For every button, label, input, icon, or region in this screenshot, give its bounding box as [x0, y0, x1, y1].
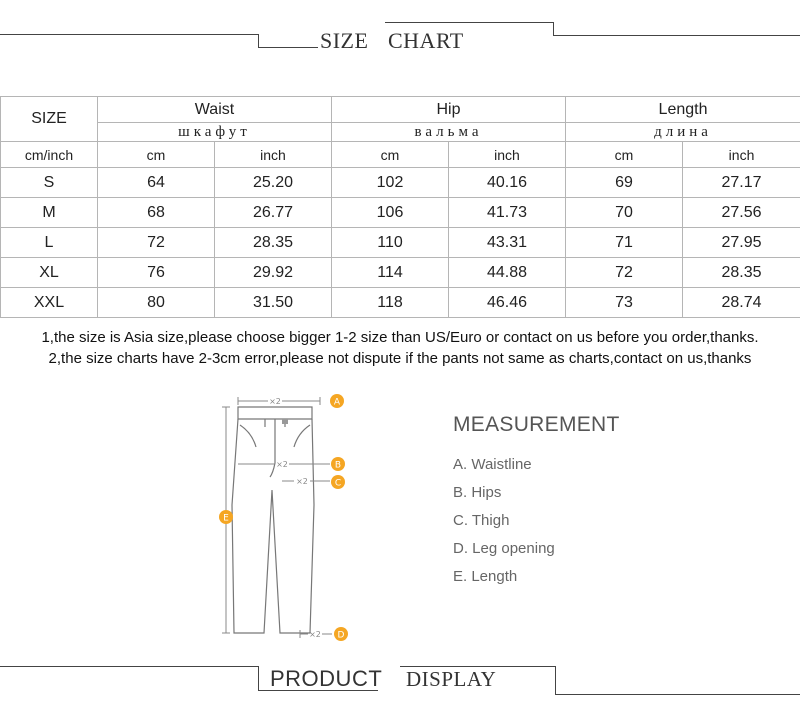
- group-hip-label: Hip: [332, 97, 566, 123]
- table-cell: 80: [98, 288, 215, 318]
- footer-line-right: [555, 694, 800, 695]
- size-chart-table: [0, 96, 800, 318]
- footer-line-left: [0, 666, 258, 667]
- table-cell: 72: [566, 258, 683, 288]
- table-cell: 27.56: [683, 198, 800, 228]
- group-waist-sublabel: шкафут: [98, 123, 332, 142]
- banner-line-right-drop: [553, 22, 554, 35]
- product-display-banner: [0, 662, 800, 702]
- table-cell: 29.92: [215, 258, 332, 288]
- unit-cell: inch: [215, 142, 332, 168]
- table-cell: 102: [332, 168, 449, 198]
- table-units-row: [1, 142, 800, 168]
- marker-e-label: E: [223, 513, 229, 524]
- footer-title-left: PRODUCT: [270, 666, 383, 691]
- table-cell: 27.95: [683, 228, 800, 258]
- banner-line-left-bottom: [258, 47, 318, 48]
- size-header: SIZE: [1, 97, 98, 142]
- footer-line-left-drop: [258, 666, 259, 690]
- table-cell: 70: [566, 198, 683, 228]
- marker-a-label: A: [333, 397, 341, 408]
- pants-outline: [232, 407, 314, 633]
- measurement-item: D. Leg opening: [453, 540, 555, 557]
- table-cell: 69: [566, 168, 683, 198]
- table-cell: 25.20: [215, 168, 332, 198]
- table-cell: 31.50: [215, 288, 332, 318]
- table-cell: 71: [566, 228, 683, 258]
- table-cell: XXL: [1, 288, 98, 318]
- unit-cell: cm: [98, 142, 215, 168]
- unit-cell: inch: [449, 142, 566, 168]
- multiplier-label: ×2: [269, 397, 281, 406]
- multiplier-label: ×2: [276, 460, 288, 469]
- table-cell: 40.16: [449, 168, 566, 198]
- group-length-sublabel: длина: [566, 123, 800, 142]
- banner-line-left-drop: [258, 34, 259, 47]
- unit-cell: cm: [566, 142, 683, 168]
- table-row: [1, 258, 800, 288]
- table-subheader-row: [1, 123, 800, 142]
- group-hip-sublabel: вальма: [332, 123, 566, 142]
- table-cell: 27.17: [683, 168, 800, 198]
- note-line-2: 2,the size charts have 2-3cm error,please not dispute if the pants not same as charts,contact on us,thanks: [48, 350, 752, 367]
- marker-c-label: C: [334, 478, 342, 489]
- unit-cell: inch: [683, 142, 800, 168]
- footer-title-right: DISPLAY: [406, 667, 497, 691]
- banner-line-left: [0, 34, 258, 35]
- table-cell: 118: [332, 288, 449, 318]
- banner-title-right: CHART: [388, 28, 464, 53]
- table-cell: 28.74: [683, 288, 800, 318]
- marker-d-label: D: [337, 630, 345, 641]
- measurement-title: MEASUREMENT: [453, 413, 620, 436]
- banner-line-right-top: [385, 22, 553, 23]
- table-cell: 68: [98, 198, 215, 228]
- table-cell: 76: [98, 258, 215, 288]
- marker-b-label: B: [334, 460, 342, 471]
- banner-line-right: [553, 35, 800, 36]
- measurement-list: [453, 455, 555, 595]
- unit-cell: cm: [332, 142, 449, 168]
- banner-title-left: SIZE: [320, 28, 369, 53]
- table-cell: 106: [332, 198, 449, 228]
- measurement-item: B. Hips: [453, 484, 502, 501]
- table-row: [1, 198, 800, 228]
- table-cell: 28.35: [683, 258, 800, 288]
- marker-b-icon: [331, 457, 345, 471]
- table-row: [1, 288, 800, 318]
- table-row: [1, 168, 800, 198]
- unit-label: cm/inch: [1, 142, 98, 168]
- marker-a-icon: [330, 394, 344, 408]
- table-cell: S: [1, 168, 98, 198]
- table-cell: 43.31: [449, 228, 566, 258]
- table-cell: 73: [566, 288, 683, 318]
- group-waist-label: Waist: [98, 97, 332, 123]
- note-line-1: 1,the size is Asia size,please choose bigger 1-2 size than US/Euro or contact on us before you order,thanks.: [41, 329, 759, 346]
- table-header-row: [1, 97, 800, 123]
- table-cell: 114: [332, 258, 449, 288]
- button-detail: [282, 419, 288, 424]
- table-cell: 41.73: [449, 198, 566, 228]
- marker-d-icon: [334, 627, 348, 641]
- table-cell: 46.46: [449, 288, 566, 318]
- measurement-item: C. Thigh: [453, 512, 510, 529]
- pants-measurement-diagram: [210, 385, 360, 650]
- measurement-item: E. Length: [453, 568, 518, 585]
- table-cell: 26.77: [215, 198, 332, 228]
- table-cell: 72: [98, 228, 215, 258]
- marker-c-icon: [331, 475, 345, 489]
- footer-line-right-drop: [555, 666, 556, 694]
- multiplier-label: ×2: [296, 477, 308, 486]
- table-cell: 64: [98, 168, 215, 198]
- table-cell: 28.35: [215, 228, 332, 258]
- size-notes: [0, 327, 800, 369]
- group-length-label: Length: [566, 97, 800, 123]
- table-cell: L: [1, 228, 98, 258]
- table-row: [1, 228, 800, 258]
- table-cell: XL: [1, 258, 98, 288]
- table-cell: 44.88: [449, 258, 566, 288]
- multiplier-label: ×2: [309, 630, 321, 639]
- size-chart-banner: [0, 22, 800, 62]
- table-cell: M: [1, 198, 98, 228]
- footer-line-right-top: [400, 666, 555, 667]
- marker-e-icon: [219, 510, 233, 524]
- measurement-item: A. Waistline: [453, 456, 532, 473]
- table-cell: 110: [332, 228, 449, 258]
